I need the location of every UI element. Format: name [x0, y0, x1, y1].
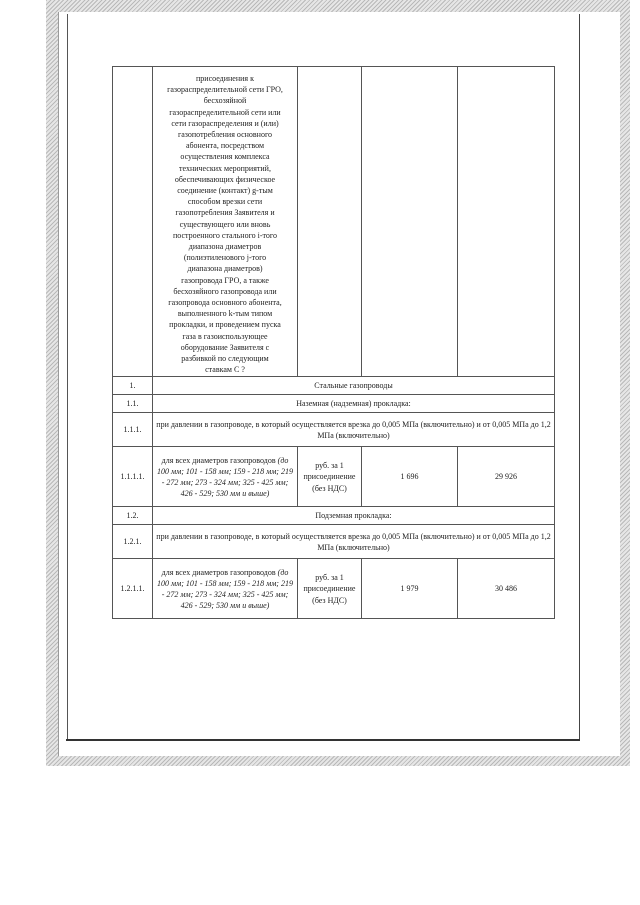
unit-cell: руб. за 1 присоединение (без НДС): [298, 447, 362, 507]
section-title: Стальные газопроводы: [153, 377, 555, 395]
continuation-line: способом врезки сети: [187, 197, 263, 207]
continuation-line: построенного стального i-того: [172, 230, 278, 240]
description-lead: для всех диаметров газопроводов: [161, 455, 276, 465]
value-cell-2: 29 926: [458, 447, 555, 507]
continuation-line: существующего или вновь: [179, 219, 271, 229]
table-row: [113, 447, 555, 507]
section-title: Подземная прокладка:: [153, 507, 555, 525]
continuation-line: (полиэтиленового j-того: [183, 253, 267, 263]
value-cell-2: 30 486: [458, 559, 555, 619]
continuation-line: бесхозяйного газопровода или: [173, 286, 277, 296]
page-right-rule: [579, 14, 580, 740]
continuation-line: разбивкой по следующим: [181, 354, 269, 364]
continuation-line: обеспечивающих физическое: [174, 174, 276, 184]
section-title: при давлении в газопроводе, в который осуществляется врезка до 0,005 МПа (включительно) и от 0,005 МПа до 1,2 МПа (включительно): [153, 413, 555, 447]
cell-empty: [458, 67, 555, 377]
cell-empty-num: [113, 67, 153, 377]
table-row: [113, 525, 555, 559]
table-row: [113, 559, 555, 619]
row-number: 1.1.1.1.: [113, 447, 153, 507]
page-bottom-rule: [66, 739, 580, 741]
row-number: 1.2.1.: [113, 525, 153, 559]
continuation-line: технических мероприятий,: [179, 163, 271, 173]
continuation-line: прокладки, и проведением пуска: [169, 320, 281, 330]
table-row: [113, 395, 555, 413]
description-diameters: (до 100 мм; 101 - 158 мм; 159 - 218 мм; 219 - 272 мм; 273 - 324 мм; 325 - 425 мм; 426 - 529; 530 мм и выше): [157, 455, 293, 499]
unit-cell: руб. за 1 присоединение (без НДС): [298, 559, 362, 619]
row-number: 1.1.: [113, 395, 153, 413]
description-lead: для всех диаметров газопроводов: [161, 567, 276, 577]
cell-empty: [362, 67, 458, 377]
continuation-line: диапазона диаметров): [187, 264, 263, 274]
continuation-line: соединение (контакт) g-тым: [177, 186, 273, 196]
continuation-line: сети газораспределения и (или): [171, 118, 279, 128]
value-cell-1: 1 979: [362, 559, 458, 619]
continuation-line: ставкам С ?: [205, 365, 245, 375]
value-cell-1: 1 696: [362, 447, 458, 507]
continuation-line: газораспределительной сети или: [169, 107, 281, 117]
continuation-line: выполненного k-тым типом: [177, 309, 273, 319]
section-title: при давлении в газопроводе, в который осуществляется врезка до 0,005 МПа (включительно) и от 0,005 МПа до 1,2 МПа (включительно): [153, 525, 555, 559]
section-title: Наземная (надземная) прокладка:: [153, 395, 555, 413]
continuation-line: присоединения к: [196, 74, 254, 83]
page-left-rule: [67, 14, 68, 740]
diameter-description: [153, 559, 298, 619]
continuation-line: газопровода основного абонента,: [168, 298, 282, 308]
row-number: 1.2.: [113, 507, 153, 525]
row-number: 1.: [113, 377, 153, 395]
continuation-line: газопотребления Заявителя и: [175, 208, 275, 218]
table-row: [113, 507, 555, 525]
cell-empty: [298, 67, 362, 377]
table-row: [113, 413, 555, 447]
row-number: 1.2.1.1.: [113, 559, 153, 619]
continuation-line: абонента, посредством: [185, 141, 265, 151]
continuation-line: газопровода ГРО, а также: [181, 275, 269, 285]
continuation-text-cell: [153, 67, 298, 377]
continuation-line: газопотребления основного: [177, 130, 273, 140]
continuation-line: оборудование Заявителя с: [180, 342, 270, 352]
continuation-line: бесхозяйной: [203, 96, 247, 106]
continuation-line: осуществления комплекса: [180, 152, 270, 162]
description-diameters: (до 100 мм; 101 - 158 мм; 159 - 218 мм; 219 - 272 мм; 273 - 324 мм; 325 - 425 мм; 426 - 529; 530 мм и выше): [157, 567, 293, 611]
continuation-line: газораспределительной сети ГРО,: [167, 85, 283, 95]
continuation-line: газа в газоиспользующее: [182, 331, 268, 341]
tariff-table: [112, 66, 555, 619]
table-row-continuation: [113, 67, 555, 377]
diameter-description: [153, 447, 298, 507]
continuation-line: диапазона диаметров: [188, 242, 262, 252]
row-number: 1.1.1.: [113, 413, 153, 447]
table-row: [113, 377, 555, 395]
